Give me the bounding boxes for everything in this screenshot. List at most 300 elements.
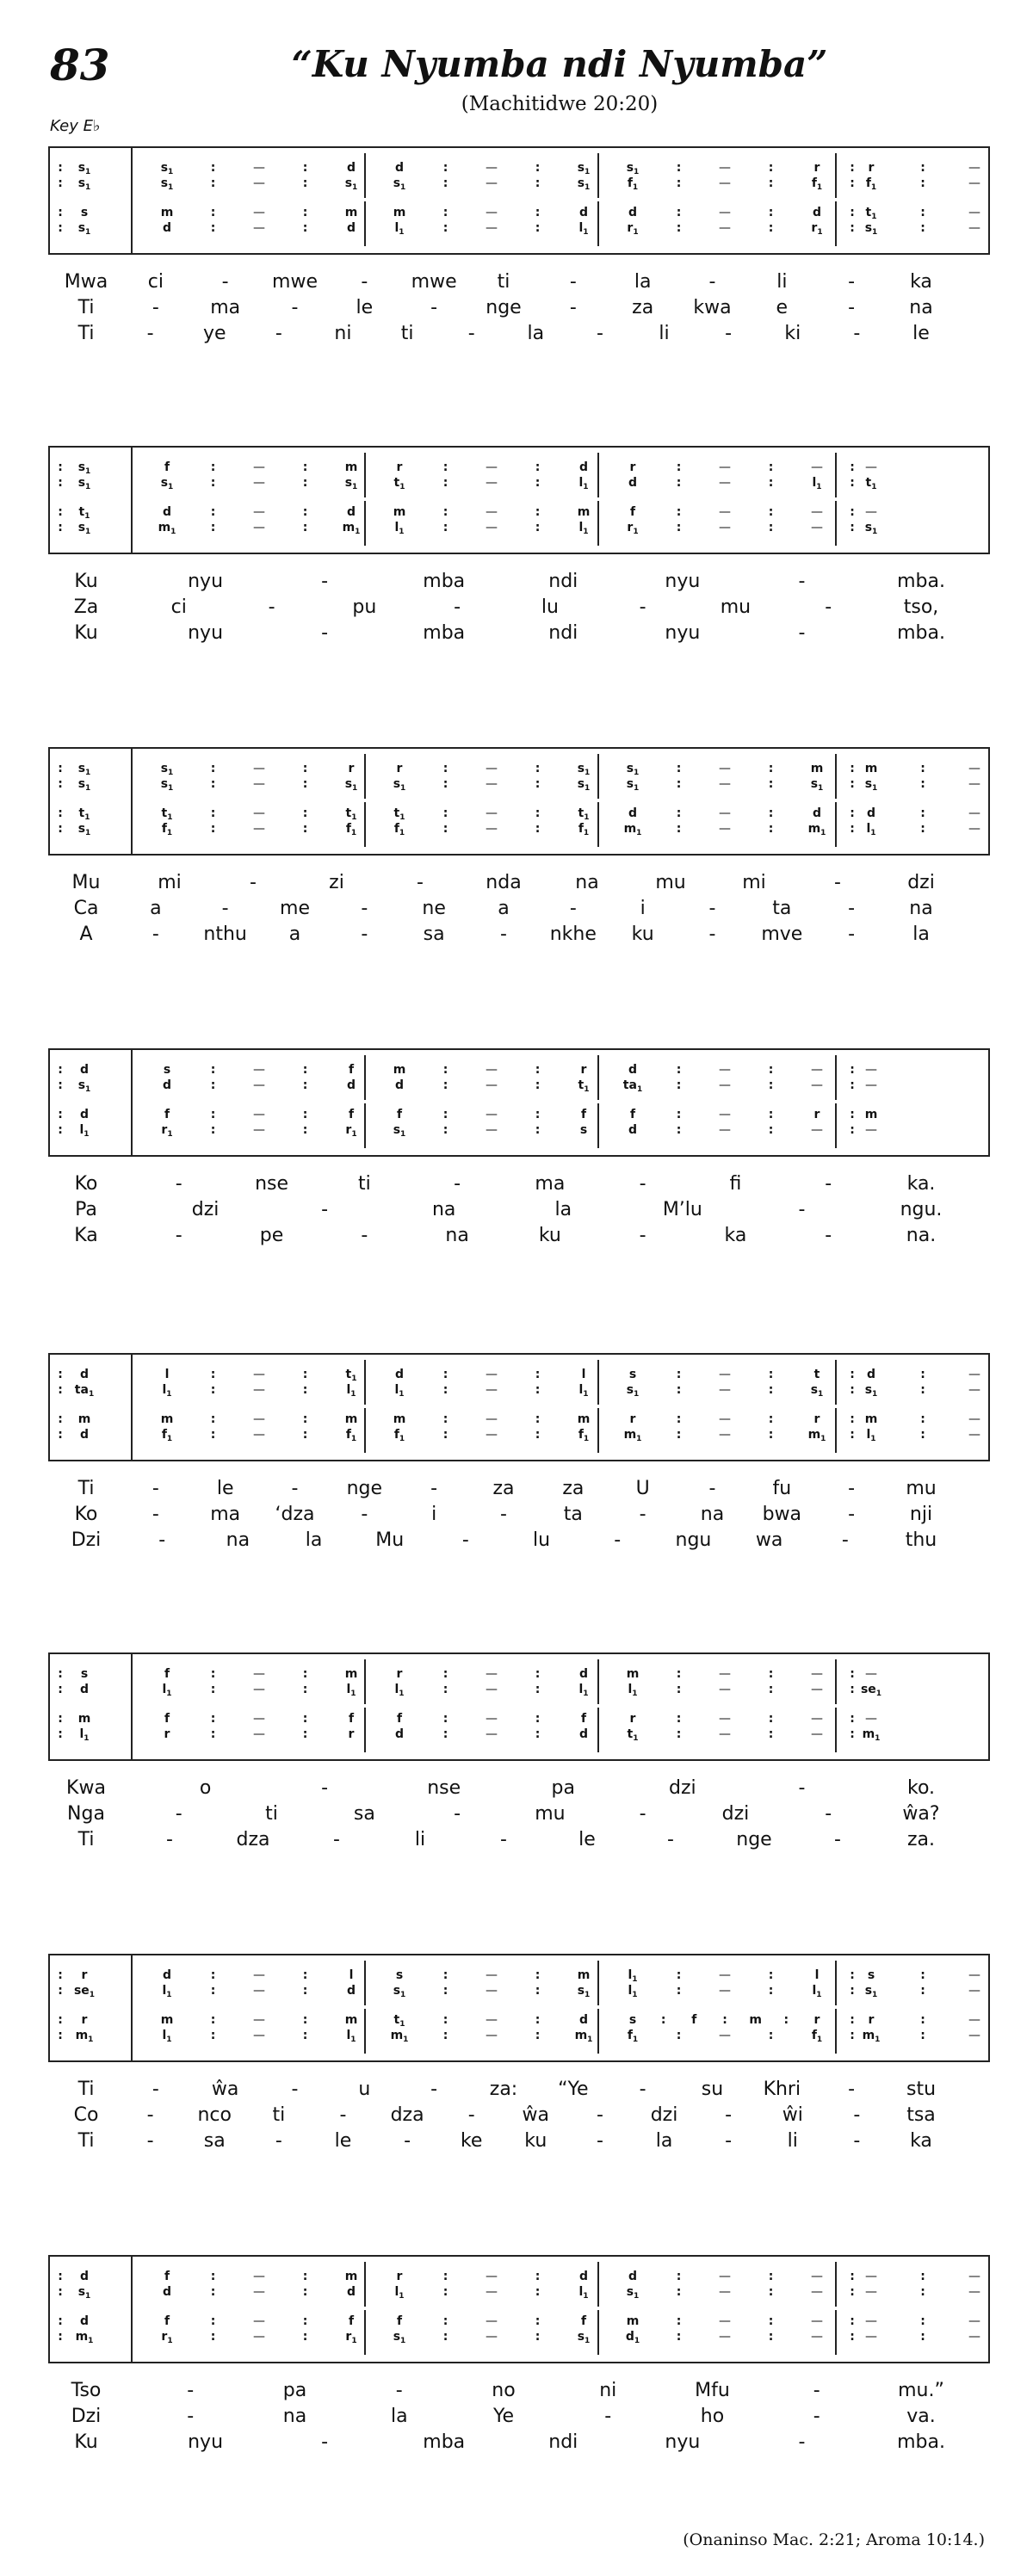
lyric-syllable: -	[853, 323, 861, 344]
hold-dash: —	[865, 2330, 877, 2344]
barline	[835, 453, 837, 497]
lyric-syllable: -	[596, 2104, 603, 2126]
barline	[364, 1360, 366, 1405]
lyric-syllable: kwa	[693, 297, 732, 318]
hold-dash: —	[486, 476, 498, 490]
beat-separator: :	[535, 2314, 541, 2328]
beat-separator: :	[58, 2285, 63, 2299]
pickup-note: $l_1$	[79, 1727, 90, 1743]
beat-separator: :	[302, 1123, 308, 1137]
lyric-syllable: Mu	[71, 872, 101, 893]
beat-separator: :	[768, 476, 774, 490]
hold-dash: —	[719, 1078, 731, 1092]
lyric-syllable: a	[288, 924, 301, 945]
note: m	[864, 762, 878, 775]
beat-separator: :	[535, 161, 541, 175]
beat-separator: :	[535, 221, 541, 235]
beat-separator: :	[58, 1667, 63, 1681]
note: $t_1$	[578, 1078, 590, 1094]
beat-separator: :	[302, 2330, 308, 2344]
beat-separator: :	[920, 2270, 925, 2283]
hold-dash: —	[719, 2330, 731, 2344]
hold-dash: —	[253, 762, 265, 775]
beat-separator: :	[442, 1727, 448, 1741]
beat-separator: :	[920, 1383, 925, 1397]
beat-separator: :	[302, 1984, 308, 1998]
barline	[131, 1050, 133, 1155]
note: $t_1$	[393, 2013, 405, 2029]
hold-dash: —	[968, 806, 980, 820]
hold-dash: —	[486, 2029, 498, 2042]
barline	[131, 1355, 133, 1460]
beat-separator: :	[210, 806, 216, 820]
beat-separator: :	[210, 1383, 216, 1397]
beat-separator: :	[442, 762, 448, 775]
lyric-syllable: -	[361, 271, 368, 293]
hold-dash: —	[968, 2013, 980, 2027]
hold-dash: —	[811, 1123, 823, 1137]
hold-dash: —	[253, 1968, 265, 1982]
beat-separator: :	[302, 176, 308, 190]
beat-separator: :	[535, 2270, 541, 2283]
beat-separator: :	[210, 1727, 216, 1741]
lyric-syllable: -	[500, 1829, 507, 1850]
note: d	[346, 1078, 356, 1092]
beat-separator: :	[676, 505, 682, 519]
lyric-syllable: nda	[486, 872, 522, 893]
lyric-syllable: nyu	[665, 2431, 701, 2453]
beat-separator: :	[920, 1428, 925, 1442]
pickup-note: m	[77, 1412, 91, 1426]
beat-separator: :	[850, 762, 855, 775]
note: r	[629, 1412, 636, 1426]
lyric-syllable: su	[701, 2079, 724, 2100]
beat-separator: :	[768, 1984, 774, 1998]
beat-separator: :	[676, 2285, 682, 2299]
beat-separator: :	[442, 1063, 448, 1077]
lyric-syllable: e	[776, 297, 789, 318]
hold-dash: —	[486, 2270, 498, 2283]
lyric-syllable: “Ye	[558, 2079, 589, 2100]
note: r	[396, 762, 403, 775]
beat-separator: :	[768, 2330, 774, 2344]
lyric-syllable: le	[578, 1829, 596, 1850]
note: d	[162, 1078, 172, 1092]
hold-dash: —	[719, 1368, 731, 1381]
lyric-syllable: A	[79, 924, 93, 945]
lyric-syllable: ku	[631, 924, 654, 945]
note: $m_1$	[623, 1428, 642, 1443]
beat-separator: :	[768, 806, 774, 820]
lyric-syllable: -	[825, 596, 832, 618]
note: $s_1$	[393, 176, 406, 192]
note: $r_1$	[627, 521, 639, 536]
lyric-syllable: mu	[535, 1803, 566, 1825]
beat-separator: :	[210, 1984, 216, 1998]
hold-dash: —	[865, 1123, 877, 1137]
barline	[597, 1103, 599, 1148]
beat-separator: :	[302, 2270, 308, 2283]
beat-separator: :	[676, 2029, 682, 2042]
note: r	[348, 762, 355, 775]
lyric-syllable: -	[333, 1829, 340, 1850]
beat-separator: :	[210, 2029, 216, 2042]
note: $s_1$	[344, 777, 358, 793]
beat-separator: :	[58, 2314, 63, 2328]
note: f	[164, 2270, 170, 2283]
hold-dash: —	[253, 176, 265, 190]
note: $s_1$	[626, 161, 640, 176]
lyric-syllable: -	[848, 297, 856, 318]
beat-separator: :	[302, 460, 308, 474]
beat-separator: :	[535, 206, 541, 219]
hold-dash: —	[719, 777, 731, 791]
lyric-syllable: pa	[551, 1777, 576, 1799]
beat-separator: :	[920, 2013, 925, 2027]
barline	[597, 2009, 599, 2054]
beat-separator: :	[535, 762, 541, 775]
lyric-syllable: Ka	[74, 1225, 98, 1246]
beat-separator: :	[768, 1063, 774, 1077]
note: $l_1$	[578, 2285, 589, 2301]
pickup-note: $s_1$	[77, 460, 91, 476]
note: r	[868, 2013, 875, 2027]
beat-separator: :	[535, 1712, 541, 1726]
barline	[835, 802, 837, 847]
lyric-syllable: -	[708, 924, 716, 945]
lyric-syllable: -	[848, 1504, 856, 1525]
hold-dash: —	[719, 1383, 731, 1397]
lyric-syllable: -	[834, 872, 841, 893]
beat-separator: :	[920, 1968, 925, 1982]
note: r	[868, 161, 875, 175]
lyric-syllable: -	[614, 1529, 622, 1551]
lyric-syllable: ndi	[548, 571, 578, 592]
lyric-syllable: -	[454, 596, 461, 618]
note: $t_1$	[578, 806, 590, 822]
beat-separator: :	[535, 2013, 541, 2027]
hold-dash: —	[968, 2285, 980, 2299]
lyric-syllable: ka	[910, 2130, 932, 2152]
pickup-note: $l_1$	[79, 1123, 90, 1139]
beat-separator: :	[783, 2013, 789, 2027]
beat-separator: :	[850, 161, 855, 175]
beat-separator: :	[676, 1727, 682, 1741]
note: $s_1$	[160, 762, 174, 777]
lyric-syllable: mwe	[411, 271, 457, 293]
barline	[364, 1708, 366, 1752]
note: $s_1$	[160, 176, 174, 192]
note: r	[813, 2013, 820, 2027]
lyric-syllable: dzi	[669, 1777, 696, 1799]
lyric-syllable: -	[798, 622, 806, 644]
lyric-syllable: nthu	[203, 924, 247, 945]
beat-separator: :	[535, 2330, 541, 2344]
beat-separator: :	[302, 1968, 308, 1982]
note: s	[163, 1063, 171, 1077]
hold-dash: —	[865, 1078, 877, 1092]
beat-separator: :	[58, 505, 63, 519]
beat-separator: :	[302, 777, 308, 791]
staff-system	[48, 747, 990, 856]
beat-separator: :	[58, 206, 63, 219]
note: $f_1$	[811, 2029, 823, 2044]
lyric-syllable: nse	[427, 1777, 461, 1799]
lyric-syllable: -	[569, 297, 577, 318]
beat-separator: :	[676, 206, 682, 219]
hold-dash: —	[253, 2285, 265, 2299]
hold-dash: —	[719, 505, 731, 519]
lyric-syllable: Tso	[71, 2380, 102, 2401]
beat-separator: :	[535, 1078, 541, 1092]
lyric-syllable: na	[700, 1504, 725, 1525]
hold-dash: —	[968, 1428, 980, 1442]
lyric-syllable: a	[150, 898, 162, 919]
lyric-syllable: ti	[357, 1173, 371, 1195]
hold-dash: —	[486, 806, 498, 820]
beat-separator: :	[442, 1683, 448, 1696]
lyric-syllable: -	[639, 596, 646, 618]
lyric-syllable: va.	[906, 2406, 936, 2427]
lyric-syllable: mwe	[272, 271, 318, 293]
lyric-syllable: pa	[282, 2380, 307, 2401]
beat-separator: :	[442, 460, 448, 474]
lyric-syllable: -	[146, 2130, 154, 2152]
note: f	[348, 1063, 355, 1077]
beat-separator: :	[302, 2029, 308, 2042]
lyric-syllable: li	[776, 271, 788, 293]
beat-separator: :	[768, 1123, 774, 1137]
hold-dash: —	[811, 1667, 823, 1681]
key-signature: Key E♭	[50, 117, 101, 135]
note: m	[810, 762, 824, 775]
hold-dash: —	[865, 460, 877, 474]
beat-separator: :	[850, 505, 855, 519]
note: $l_1$	[578, 1383, 589, 1399]
beat-separator: :	[210, 1683, 216, 1696]
beat-separator: :	[768, 521, 774, 534]
beat-separator: :	[302, 1727, 308, 1741]
pickup-note: d	[79, 1368, 90, 1381]
lyric-syllable: mba	[423, 571, 466, 592]
lyric-syllable: -	[158, 1529, 166, 1551]
note: l	[814, 1968, 820, 1982]
lyric-syllable: -	[569, 271, 577, 293]
lyric-syllable: U	[635, 1478, 650, 1499]
note: m	[577, 1968, 591, 1982]
hold-dash: —	[486, 1383, 498, 1397]
beat-separator: :	[535, 1063, 541, 1077]
hold-dash: —	[253, 2013, 265, 2027]
lyric-syllable: -	[454, 1173, 461, 1195]
beat-separator: :	[768, 1428, 774, 1442]
lyric-syllable: Co	[73, 2104, 99, 2126]
beat-separator: :	[442, 206, 448, 219]
note: r	[396, 1667, 403, 1681]
lyric-syllable: -	[596, 323, 603, 344]
barline	[835, 754, 837, 799]
lyric-syllable: -	[146, 2104, 154, 2126]
beat-separator: :	[442, 1078, 448, 1092]
beat-separator: :	[768, 2270, 774, 2283]
beat-separator: :	[302, 1368, 308, 1381]
beat-separator: :	[58, 161, 63, 175]
note: r	[813, 1412, 820, 1426]
lyric-syllable: -	[321, 2431, 329, 2453]
beat-separator: :	[302, 1683, 308, 1696]
beat-separator: :	[442, 1383, 448, 1397]
beat-separator: :	[768, 206, 774, 219]
beat-separator: :	[210, 2285, 216, 2299]
note: $l_1$	[812, 1984, 822, 1999]
lyric-syllable: mba.	[897, 571, 945, 592]
lyric-syllable: -	[430, 297, 438, 318]
lyric-syllable: dzi	[650, 2104, 678, 2126]
barline	[835, 153, 837, 198]
hold-dash: —	[253, 1063, 265, 1077]
beat-separator: :	[850, 221, 855, 235]
beat-separator: :	[210, 822, 216, 836]
hold-dash: —	[811, 1727, 823, 1741]
lyric-syllable: u	[358, 2079, 371, 2100]
staff-system	[48, 1652, 990, 1761]
hold-dash: —	[253, 806, 265, 820]
beat-separator: :	[58, 822, 63, 836]
beat-separator: :	[210, 1108, 216, 1121]
note: d	[578, 1727, 589, 1741]
note: r	[629, 460, 636, 474]
note: $l_1$	[866, 1428, 876, 1443]
note: $l_1$	[812, 476, 822, 491]
lyric-syllable: Mu	[375, 1529, 405, 1551]
note: m	[344, 2270, 358, 2283]
beat-separator: :	[676, 822, 682, 836]
beat-separator: :	[768, 1412, 774, 1426]
beat-separator: :	[676, 1108, 682, 1121]
note: m	[393, 1412, 406, 1426]
note: $l_1$	[346, 1683, 356, 1698]
hold-dash: —	[486, 176, 498, 190]
hold-dash: —	[253, 505, 265, 519]
barline	[597, 754, 599, 799]
lyric-syllable: a	[498, 898, 510, 919]
hold-dash: —	[253, 1383, 265, 1397]
lyric-syllable: -	[152, 924, 159, 945]
beat-separator: :	[768, 2029, 774, 2042]
hold-dash: —	[811, 2314, 823, 2328]
beat-separator: :	[302, 1063, 308, 1077]
lyric-syllable: -	[639, 2079, 646, 2100]
note: $f_1$	[578, 1428, 590, 1443]
beat-separator: :	[850, 1368, 855, 1381]
note: m	[864, 1412, 878, 1426]
pickup-note: d	[79, 2314, 90, 2328]
lyric-syllable: na	[226, 1529, 251, 1551]
lyric-syllable: la	[655, 2130, 673, 2152]
beat-separator: :	[768, 1383, 774, 1397]
lyric-syllable: -	[146, 323, 154, 344]
lyric-syllable: ci	[170, 596, 187, 618]
note: $s_1$	[577, 1984, 591, 1999]
lyric-syllable: mve	[761, 924, 803, 945]
beat-separator: :	[210, 221, 216, 235]
note: d	[628, 206, 638, 219]
lyric-syllable: sa	[203, 2130, 226, 2152]
beat-separator: :	[302, 1383, 308, 1397]
hold-dash: —	[253, 822, 265, 836]
beat-separator: :	[442, 176, 448, 190]
beat-separator: :	[535, 476, 541, 490]
note: d	[812, 806, 822, 820]
lyric-syllable: Ti	[77, 323, 95, 344]
lyric-syllable: Pa	[75, 1199, 97, 1220]
beat-separator: :	[768, 1078, 774, 1092]
pickup-note: $s_1$	[77, 161, 91, 176]
note: d	[628, 806, 638, 820]
lyric-syllable: mu.”	[898, 2380, 944, 2401]
note: $t_1$	[161, 806, 173, 822]
beat-separator: :	[722, 2013, 727, 2027]
lyric-syllable: -	[166, 1829, 173, 1850]
lyric-syllable: -	[813, 2380, 820, 2401]
beat-separator: :	[850, 822, 855, 836]
beat-separator: :	[850, 176, 855, 190]
hold-dash: —	[865, 2314, 877, 2328]
note: $s_1$	[810, 1383, 824, 1399]
beat-separator: :	[676, 221, 682, 235]
note: $s_1$	[160, 476, 174, 491]
beat-separator: :	[210, 505, 216, 519]
beat-separator: :	[302, 521, 308, 534]
beat-separator: :	[676, 1428, 682, 1442]
lyric-syllable: -	[639, 1225, 646, 1246]
note: $f_1$	[865, 176, 877, 192]
lyric-syllable: -	[467, 323, 475, 344]
barline	[364, 2009, 366, 2054]
note: $f_1$	[345, 1428, 357, 1443]
note: r	[396, 2270, 403, 2283]
hold-dash: —	[719, 521, 731, 534]
lyric-syllable: -	[152, 297, 159, 318]
hold-dash: —	[719, 476, 731, 490]
hold-dash: —	[968, 2314, 980, 2328]
lyric-syllable: ke	[460, 2130, 483, 2152]
beat-separator: :	[768, 1683, 774, 1696]
note: $ta_1$	[622, 1078, 643, 1094]
beat-separator: :	[535, 822, 541, 836]
note: m	[577, 1412, 591, 1426]
beat-separator: :	[850, 1078, 855, 1092]
beat-separator: :	[302, 1667, 308, 1681]
beat-separator: :	[442, 2013, 448, 2027]
barline	[364, 1961, 366, 2005]
lyric-syllable: mba	[423, 622, 466, 644]
lyric-syllable: -	[250, 872, 257, 893]
hold-dash: —	[486, 1063, 498, 1077]
lyric-syllable: o	[199, 1777, 212, 1799]
hold-dash: —	[968, 1984, 980, 1998]
lyric-syllable: ku	[538, 1225, 561, 1246]
note: $s_1$	[864, 777, 878, 793]
lyric-syllable: -	[291, 297, 299, 318]
hold-dash: —	[968, 1968, 980, 1982]
note: $r_1$	[627, 221, 639, 237]
note: t	[813, 1368, 820, 1381]
note: $s_1$	[577, 2330, 591, 2345]
lyric-syllable: nkhe	[549, 924, 597, 945]
barline	[131, 148, 133, 253]
hold-dash: —	[719, 206, 731, 219]
